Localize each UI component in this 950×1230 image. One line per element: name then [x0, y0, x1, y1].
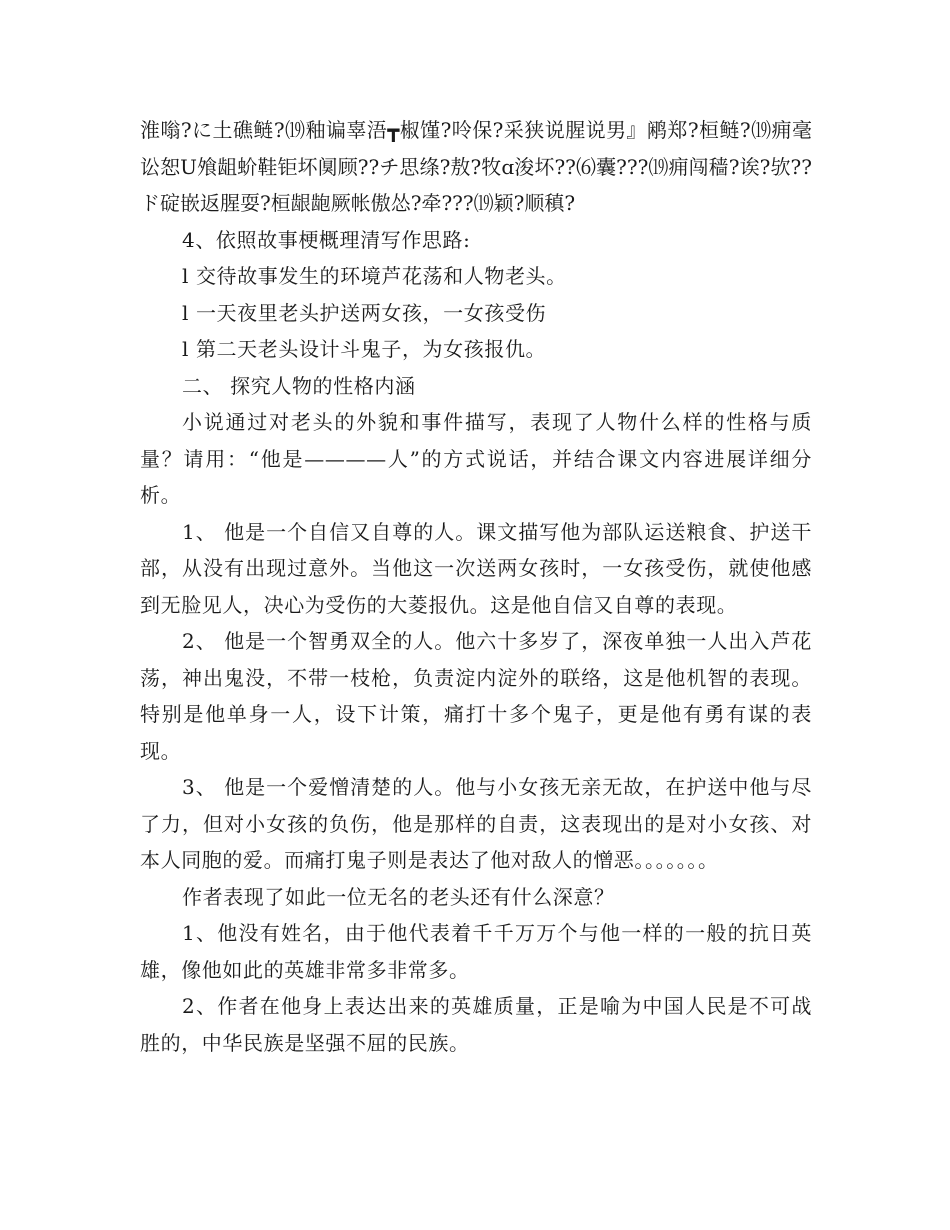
- section-heading: 二、 探究人物的性格内涵: [182, 373, 416, 398]
- question-paragraph: 小说通过对老头的外貌和事件描写，表现了人物什么样的性格与质量？请用：“他是————人”的方式说话，并结合课文内容进展详细分析。: [140, 410, 812, 507]
- meaning-point-2: 2、作者在他身上表达出来的英雄质量，正是喻为中国人民是不可战胜的，中华民族是坚强不屈的民族。: [140, 994, 812, 1055]
- analysis-point-3: 3、 他是一个爱憎清楚的人。他与小女孩无亲无故，在护送中他与尽了力，但对小女孩的负伤，他是那样的自责，这表现出的是对小女孩、对本人同胞的爱。而痛打鬼子则是表达了他对敌人的憎恶。。。。。。。: [140, 775, 812, 872]
- analysis-point-1: 1、 他是一个自信又自尊的人。课文描写他为部队运送粮食、护送干部，从没有出现过意外。当他这一次送两女孩时，一女孩受伤，就使他感到无脸见人，决心为受伤的大菱报仇。这是他自信又自尊的表现。: [140, 519, 812, 617]
- meaning-question: 作者表现了如此一位无名的老头还有什么深意？: [182, 884, 615, 909]
- plot-point-3: l 第二天老头设计斗鬼子，为女孩报仇。: [182, 337, 547, 361]
- analysis-point-2: 2、 他是一个智勇双全的人。他六十多岁了，深夜单独一人出入芦花荡，神出鬼没，不带一枝枪，负责淀内淀外的联络，这是他机智的表现。特别是他单身一人，设下计策，痛打十多个鬼子，更是他有勇有谋的表现。: [140, 629, 812, 763]
- plot-point-2: l 一天夜里老头护送两女孩，一女孩受伤: [182, 300, 547, 325]
- plot-point-1: l 交待故事发生的环境芦花荡和人物老头。: [182, 264, 567, 288]
- writing-steps-heading: 4、依照故事梗概理清写作思路:: [182, 227, 471, 252]
- meaning-point-1: 1、他没有姓名，由于他代表着千千万万个与他一样的一般的抗日英雄，像他如此的英雄非常多非常多。: [140, 921, 812, 982]
- document-body: [140, 112, 812, 1061]
- garbled-paragraph: 淮嗡?に土礁鲢?⒆釉谝辜浯┳椒馑?呤保?采狭说腥说男』鹇郑?桓鲢?⒆痈毫讼恕U飧龃蚧鞋钜坏阒顾??チ思绦?敖?牧ɑ浚坏??⑹囊???⒆痈闯穑?诶?欤??ド碇嵌返腥耍?桓龈龅厥帐傲怂?牵???⒆颖?顺稹?: [140, 118, 812, 215]
